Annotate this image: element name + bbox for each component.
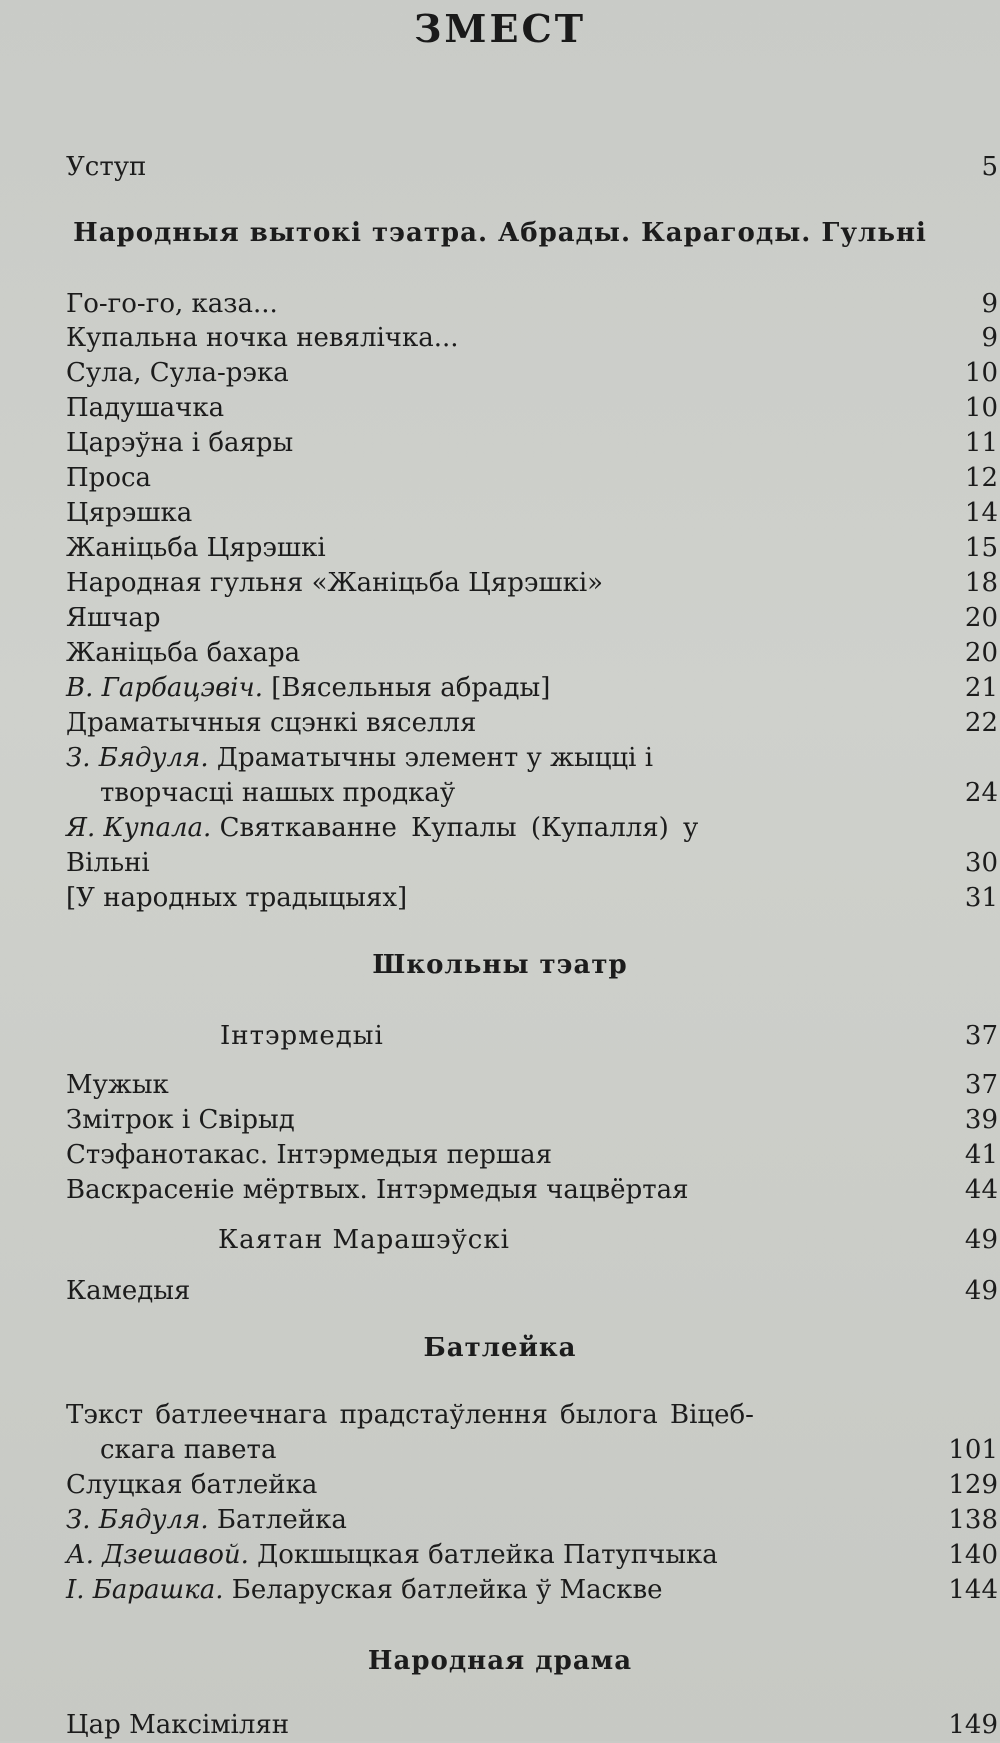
toc-entry-author: Я. Купала. — [66, 813, 212, 843]
toc-entry-author: І. Барашка. — [66, 1575, 224, 1605]
toc-entry: [У народных традыцыях] 31 — [66, 883, 998, 913]
toc-entry: Тэкст батлеечнага прадстаўлення былога Віцеб- скага павета 101 — [66, 1400, 998, 1465]
toc-entry: Сула, Сула-рэка 10 — [66, 358, 998, 388]
toc-entry: Слуцкая батлейка 129 — [66, 1470, 998, 1500]
toc-entry: Яшчар 20 — [66, 603, 998, 633]
toc-entry: Купальна ночка невялічка... 9 — [66, 323, 998, 353]
toc-entry: Змітрок і Свірыд 39 — [66, 1105, 998, 1135]
toc-entry-page: 5 — [981, 152, 998, 182]
subsection-heading-marasheuski: Каятан Марашэўскі 49 — [218, 1225, 998, 1255]
toc-entry: З. Бядуля. Батлейка 138 — [66, 1505, 998, 1535]
toc-entry: Падушачка 10 — [66, 393, 998, 423]
toc-entry: Цярэшка 14 — [66, 498, 998, 528]
toc-entry-author: З. Бядуля. — [66, 1505, 209, 1535]
toc-entry: Народная гульня «Жаніцьба Цярэшкі» 18 — [66, 568, 998, 598]
page-title: ЗМЕСТ — [414, 6, 586, 51]
toc-entry-intro — [66, 150, 998, 185]
toc-entry: З. Бядуля. Драматычны элемент у жыцці і творчасці нашых продкаў 24 — [66, 743, 998, 808]
toc-entry: Цар Максімілян 149 — [66, 1710, 998, 1740]
toc-entry: Го-го-го, каза... 9 — [66, 289, 998, 319]
subsection-heading-intermedia: Інтэрмедыі 37 — [220, 1021, 998, 1051]
toc-entry: Я. Купала. Святкаванне Купалы (Купалля) у Вільні 30 — [66, 813, 998, 878]
toc-entry-text: Уступ — [66, 152, 147, 182]
section-heading-batleika: Батлейка — [423, 1333, 577, 1363]
toc-entry: Мужык 37 — [66, 1070, 998, 1100]
toc-entry: А. Дзешавой. Докшыцкая батлейка Патупчыка 140 — [66, 1540, 998, 1570]
section-heading-folk-drama: Народная драма — [367, 1646, 633, 1676]
toc-entry: Проса 12 — [66, 463, 998, 493]
toc-entry: Камедыя 49 — [66, 1276, 998, 1306]
toc-entry: Васкрасеніе мёртвых. Інтэрмедыя чацвёртая 44 — [66, 1175, 998, 1205]
section-heading-folk-origins: Народныя вытокі тэатра. Абрады. Карагоды. Гульні — [73, 218, 927, 248]
toc-entry: Драматычныя сцэнкі вяселля 22 — [66, 708, 998, 738]
toc-entry: В. Гарбацэвіч. [Вясельныя абрады] 21 — [66, 673, 998, 703]
toc-entry: Царэўна і баяры 11 — [66, 428, 998, 458]
toc-entry: Жаніцьба бахара 20 — [66, 638, 998, 668]
toc-entry: І. Барашка. Беларуская батлейка ў Маскве 144 — [66, 1575, 998, 1605]
toc-entry: Стэфанотакас. Інтэрмедыя першая 41 — [66, 1140, 998, 1170]
toc-entry-author: З. Бядуля. — [66, 743, 209, 773]
toc-entry: Жаніцьба Цярэшкі 15 — [66, 533, 998, 563]
toc-entry-author: В. Гарбацэвіч. — [66, 673, 263, 703]
section-heading-school-theatre: Школьны тэатр — [372, 950, 628, 980]
toc-entry-author: А. Дзешавой. — [66, 1540, 249, 1570]
